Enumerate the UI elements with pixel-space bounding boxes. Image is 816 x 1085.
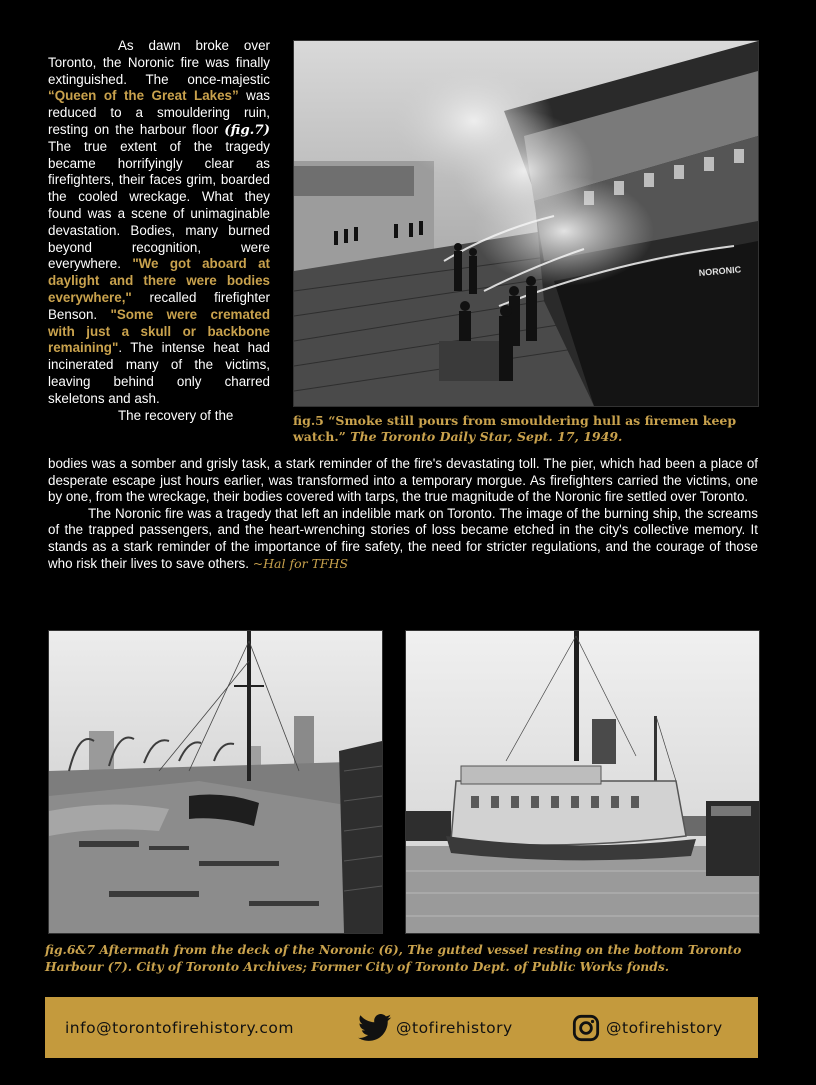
twitter-icon [358, 1014, 392, 1042]
fig5-caption: fig.5 “Smoke still pours from smouldering hull as firemen keep watch.” The Toronto Daily Star, Sept. 17, 1949. [293, 413, 737, 444]
quote-cremated: "Some were cremated with just a skull or backbone remaining" [48, 306, 270, 356]
footer-instagram-handle[interactable]: @tofirehistory [606, 1018, 723, 1037]
intro-paragraph: As dawn broke over Toronto, the Noronic fire was finally extinguished. The once-majestic “Queen of the Great Lakes” was reduced to a smouldering ruin, resting on the harbour floor (fig.7) The true extent of the tragedy became horrifyingly clear as firefighters, their faces grim, boarded the cooled wreckage. What they found was a scene of unimaginable devastation. Bodies, many burned beyond recognition, were everywhere. "We got aboard at daylight and there were bodies everywhere," recalled firefighter Benson. "Some were cremated with just a skull or backbone remaining". The intense heat had incinerated many of the victims, leaving behind only charred skeletons and ash. [48, 38, 270, 406]
quote-daylight: "We got aboard at daylight and there were bodies everywhere," [48, 256, 270, 305]
hull-lettering: NORONIC [698, 264, 742, 278]
recovery-paragraph-start: The recovery of the [118, 407, 234, 423]
photo-fig5-smouldering-hull [293, 40, 759, 407]
instagram-icon [572, 1014, 600, 1042]
email-link[interactable] [65, 997, 294, 1058]
fig-reference: (fig.7) [224, 121, 270, 138]
twitter-link[interactable] [358, 997, 513, 1058]
body-text [48, 456, 758, 572]
footer-email[interactable]: info@torontofirehistory.com [65, 1018, 294, 1037]
quote-queen: “Queen of the Great Lakes” [48, 88, 239, 104]
photo-fig6-deck-aftermath [48, 630, 383, 934]
fig6-7-caption: fig.6&7 Aftermath from the deck of the Noronic (6), The gutted vessel resting on the bottom Toronto Harbour (7). City of Toronto Archives; Former City of Toronto Dept. of Public Works fonds. [45, 942, 742, 974]
footer-twitter-handle[interactable]: @tofirehistory [396, 1018, 513, 1037]
fig5-source: The Toronto Daily Star, Sept. 17, 1949. [350, 429, 623, 444]
instagram-link[interactable] [572, 997, 723, 1058]
photo-fig7-gutted-vessel [405, 630, 760, 934]
closing-paragraph: The Noronic fire was a tragedy that left an indelible mark on Toronto. The image of the burning ship, the screams of the trapped passengers, and the heart-wrenching stories of loss became etched in the city's collective memory. It stands as a stark reminder of the importance of fire safety, the need for stricter regulations, and the courage of those who risk their lives to save others. ~Hal for TFHS [48, 505, 758, 571]
signature: ~Hal for TFHS [252, 555, 349, 571]
footer-bar [45, 997, 758, 1058]
recovery-paragraph: bodies was a somber and grisly task, a stark reminder of the fire's devastating toll. The pier, which had been a place of desperate escape just hours earlier, was transformed into a temporary morgue. As firefighters carried the victims, one by one, from the wreckage, their bodies covered with tarps, the true magnitude of the Noronic fire settled over Toronto. [48, 456, 758, 505]
intro-column [48, 38, 270, 424]
